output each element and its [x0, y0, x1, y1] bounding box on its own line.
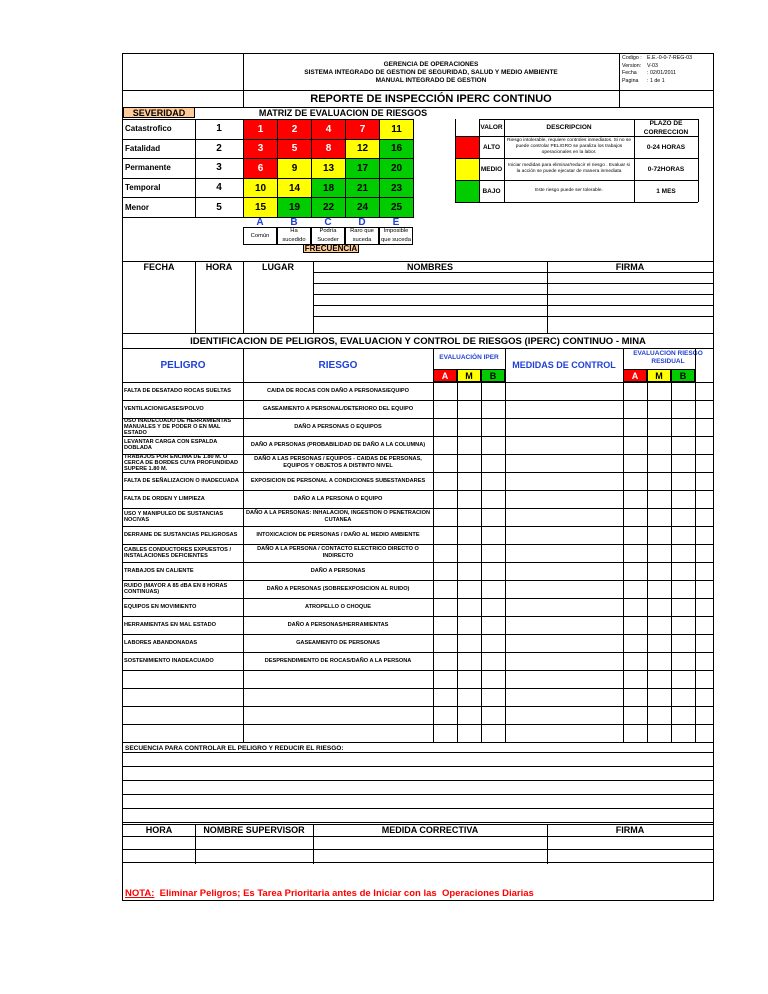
matrix-cell: 2 — [277, 119, 312, 140]
severity-name: Menor — [125, 202, 149, 212]
supervisor-col-line — [547, 824, 548, 864]
peligro-cell — [124, 670, 242, 688]
row-line — [123, 119, 243, 120]
matrix-cell: 24 — [345, 197, 380, 218]
riesgo-cell: INTOXICACION DE PERSONAS / DAÑO AL MEDIO AMBIENTE — [256, 531, 420, 538]
row-line — [123, 217, 243, 218]
col-medidas: MEDIDAS DE CONTROL — [512, 360, 616, 370]
secuencia-line — [123, 766, 713, 767]
peligro-cell: LEVANTAR CARGA CON ESPALDA DOBLADA — [124, 438, 218, 451]
matrix-cell: 5 — [277, 139, 312, 160]
amb-b-cell: B — [481, 369, 505, 382]
riesgo-cell — [245, 688, 431, 706]
matrix-cell: 11 — [379, 119, 414, 140]
matrix-cell: 14 — [277, 178, 312, 199]
col-riesgo: RIESGO — [318, 359, 358, 371]
meta-value: : 02/01/2011 — [647, 70, 677, 76]
iperc-col-line — [671, 382, 672, 742]
severity-name: Fatalidad — [125, 143, 161, 153]
supervisor-row-line — [123, 849, 713, 850]
row-line — [123, 139, 243, 140]
matrix-cell: 17 — [345, 158, 380, 179]
riesgo-cell: DAÑO A PERSONAS O EQUIPOS — [294, 423, 382, 430]
legend-col-line — [698, 119, 699, 202]
row-line — [123, 178, 243, 179]
riesgo-cell — [245, 670, 431, 688]
legend-col-line — [504, 119, 505, 202]
frequency-desc: Podría Suceder — [311, 227, 345, 245]
matrix-cell: 4 — [311, 119, 346, 140]
iperc-form-sheet — [122, 53, 714, 901]
record-col-line — [243, 261, 244, 333]
peligro-cell: USO Y MANIPULEO DE SUSTANCIAS NOCIVAS — [124, 510, 224, 523]
legend-level: MEDIO — [480, 165, 503, 173]
matrix-cell: 12 — [345, 139, 380, 160]
legend-desc: Iniciar medidas para eliminar/reducir el riesgo . Evaluar si la acción se puede ejecutar de manera inmediata — [508, 163, 630, 174]
matrix-cell: 13 — [311, 158, 346, 179]
riesgo-cell: GASEAMIENTO A PERSONAL/DETERIORO DEL EQUIPO — [262, 405, 414, 412]
matrix-cell: 20 — [379, 158, 414, 179]
legend-header-valor: VALOR — [480, 124, 503, 131]
col-peligro: PELIGRO — [160, 359, 206, 371]
frequency-letter: E — [392, 216, 400, 228]
matrix-cell: 16 — [379, 139, 414, 160]
supervisor-header: NOMBRE SUPERVISOR — [203, 825, 305, 835]
matrix-cell: 3 — [243, 139, 278, 160]
row-line — [123, 197, 243, 198]
nota-label: NOTA: — [125, 887, 155, 899]
peligro-cell: EQUIPOS EN MOVIMIENTO — [124, 603, 197, 610]
matrix-cell: 1 — [243, 119, 278, 140]
supervisor-header: HORA — [145, 825, 173, 835]
legend-row-line — [455, 136, 698, 137]
secuencia-label: SECUENCIA PARA CONTROLAR EL PELIGRO Y REDUCIR EL RIESGO: — [125, 744, 344, 752]
meta-key: Codigo : — [622, 55, 642, 61]
legend-color-green — [455, 180, 479, 202]
org-line-1: GERENCIA DE OPERACIONES — [383, 61, 479, 68]
frecuencia-label: FRECUENCIA — [304, 244, 358, 253]
matrix-cell: 7 — [345, 119, 380, 140]
meta-key: Fecha — [622, 70, 637, 76]
iperc-col-line — [457, 382, 458, 742]
row-line — [123, 158, 243, 159]
peligro-cell: TRABAJOS EN CALIENTE — [124, 567, 194, 574]
matrix-cell: 25 — [379, 197, 414, 218]
riesgo-cell: ATROPELLO O CHOQUE — [304, 603, 372, 610]
frequency-letter: B — [290, 216, 298, 228]
iperc-col-line — [695, 348, 696, 742]
matrix-cell: 22 — [311, 197, 346, 218]
severity-level: 3 — [216, 162, 222, 174]
legend-desc: Riesgo intolerable, requiere controles inmediatos. Si no se puede controlar PELIGRO se paraliza los trabajos operacionales en la labor. — [507, 138, 631, 155]
meta-row — [622, 70, 714, 78]
riesgo-cell: DAÑO A LA PERSONA / CONTACTO ELECTRICO DIRECTO O INDIRECTO — [257, 546, 419, 559]
matrix-cell: 19 — [277, 197, 312, 218]
record-row-line — [313, 294, 713, 295]
record-row-line — [313, 272, 713, 273]
legend-row-line — [455, 202, 698, 203]
secuencia-line — [123, 808, 713, 809]
matrix-cell: 9 — [277, 158, 312, 179]
record-header-lugar: LUGAR — [262, 261, 294, 272]
legend-plazo: 1 MES — [656, 187, 676, 195]
legend-col-line — [634, 119, 635, 202]
record-header-firma: FIRMA — [615, 261, 645, 272]
iperc-col-line — [623, 348, 624, 742]
peligro-cell: RUIDO (MAYOR A 85 dBA EN 8 HORAS CONTINUAS) — [124, 582, 228, 595]
matrix-cell: 23 — [379, 178, 414, 199]
report-title: REPORTE DE INSPECCIÓN IPERC CONTINUO — [310, 92, 552, 105]
peligro-cell: DERRAME DE SUSTANCIAS PELIGROSAS — [124, 531, 238, 538]
org-line-2: SISTEMA INTEGRADO DE GESTION DE SEGURIDAD, SALUD Y MEDIO AMBIENTE — [304, 69, 558, 76]
supervisor-row-line — [123, 836, 713, 837]
iperc-col-line — [505, 348, 506, 742]
meta-key: Pagina — [622, 77, 639, 84]
org-line-3: MANUAL INTEGRADO DE GESTION — [375, 77, 487, 84]
frequency-desc: Ha sucedido — [277, 227, 311, 245]
secuencia-line — [123, 794, 713, 795]
matrix-title: MATRIZ DE EVALUACION DE RIESGOS — [258, 108, 428, 118]
col-eval-iper: EVALUACIÓN IPER — [439, 353, 499, 361]
severity-level: 4 — [216, 182, 222, 194]
org-header — [244, 58, 618, 88]
legend-level: BAJO — [482, 187, 501, 195]
iperc-col-line — [243, 348, 244, 742]
nota-text: Eliminar Peligros; Es Tarea Prioritaria antes de Iniciar con las Operaciones Diarias — [154, 887, 534, 899]
legend-header-plazo: PLAZO DE CORRECCION — [643, 119, 689, 136]
riesgo-cell: GASEAMIENTO DE PERSONAS — [296, 639, 380, 646]
supervisor-col-line — [195, 824, 196, 864]
iperc-title: IDENTIFICACION DE PELIGROS, EVALUACION Y CONTROL DE RIESGOS (IPERC) CONTINUO - MINA — [190, 335, 646, 347]
peligro-cell: LABORES ABANDONADAS — [124, 639, 198, 646]
iperc-col-line — [433, 348, 434, 742]
peligro-cell — [124, 706, 242, 724]
peligro-cell: FALTA DE DESATADO ROCAS SUELTAS — [124, 387, 232, 394]
matrix-cell: 15 — [243, 197, 278, 218]
col-line — [195, 119, 196, 217]
matrix-cell: 8 — [311, 139, 346, 160]
document-meta — [622, 55, 714, 85]
peligro-cell: SOSTENIMIENTO INADEACUADO — [124, 657, 214, 664]
frequency-letter: A — [256, 216, 264, 228]
record-row-line — [313, 316, 713, 317]
severity-name: Temporal — [125, 183, 161, 193]
peligro-cell — [124, 724, 242, 742]
legend-header-descripcion: DESCRIPCION — [546, 124, 592, 131]
meta-row — [622, 55, 714, 63]
amb-a-cell: A — [433, 369, 457, 382]
riesgo-cell: DAÑO A PERSONAS (PROBABILIDAD DE DAÑO A LA COLUMNA) — [250, 441, 426, 448]
meta-row — [622, 63, 714, 71]
riesgo-cell: DAÑO A PERSONAS (SOBREEXPOSICION AL RUIDO) — [266, 585, 410, 592]
legend-color-yellow — [455, 158, 479, 180]
amb-m-cell: M — [457, 369, 481, 382]
meta-value: E.E.-0-0-7-REG-03 — [647, 55, 693, 61]
supervisor-col-line — [313, 824, 314, 864]
riesgo-cell: DAÑO A LAS PERSONAS / EQUIPOS - CAIDAS DE PERSONAS, EQUIPOS Y OBJETOS A DISTINTO NIVEL — [254, 456, 422, 469]
col-eval-residual: EVALUACION RIESGO RESIDUAL — [633, 350, 703, 365]
peligro-cell: USO INADECUADO DE HERRAMIENTAS MANUALES Y DE PODER O EN MAL ESTADO — [124, 418, 232, 436]
peligro-cell: FALTA DE ORDEN Y LIMPIEZA — [124, 495, 205, 502]
frequency-desc: Imposible que suceda — [379, 227, 413, 245]
supervisor-header: MEDIDA CORRECTIVA — [381, 825, 479, 835]
severity-level: 1 — [216, 123, 222, 135]
amb-m-cell: M — [647, 369, 671, 382]
iperc-col-line — [481, 382, 482, 742]
record-header-nombres: NOMBRES — [406, 261, 453, 272]
meta-value: V-03 — [647, 62, 658, 69]
severity-level: 2 — [216, 142, 222, 154]
frequency-letter: D — [358, 216, 366, 228]
record-row-line — [313, 283, 713, 284]
matrix-cell: 6 — [243, 158, 278, 179]
riesgo-cell: DAÑO A PERSONAS — [310, 567, 366, 574]
record-header-hora: HORA — [205, 261, 233, 272]
legend-plazo: 0-72HORAS — [647, 165, 685, 173]
meta-value: : 1 de 1 — [647, 77, 665, 84]
meta-key: Version: — [622, 62, 642, 69]
matrix-cell: 21 — [345, 178, 380, 199]
severity-name: Permanente — [125, 163, 171, 173]
frequency-letter: C — [324, 216, 332, 228]
severity-label: SEVERIDAD — [123, 107, 195, 118]
matrix-cell: 18 — [311, 178, 346, 199]
peligro-cell — [124, 688, 242, 706]
nota — [125, 886, 711, 900]
severity-name: Catastrofico — [125, 124, 172, 134]
peligro-cell: FALTA DE SEÑALIZACION O INADECUADA — [124, 477, 239, 484]
record-header-fecha: FECHA — [143, 261, 175, 272]
frequency-desc: Común — [243, 227, 277, 245]
legend-plazo: 0-24 HORAS — [646, 143, 686, 151]
amb-a-cell: A — [623, 369, 647, 382]
legend-row-line — [479, 119, 698, 120]
record-row-line — [313, 305, 713, 306]
supervisor-row-line — [123, 862, 713, 863]
secuencia-line — [123, 822, 713, 823]
frequency-desc: Raro que suceda — [345, 227, 379, 245]
riesgo-cell — [245, 724, 431, 742]
secuencia-line — [123, 752, 713, 753]
legend-col-line — [455, 119, 456, 202]
legend-row-line — [455, 158, 698, 159]
legend-desc: Este riesgo puede ser tolerable. — [535, 188, 603, 193]
matrix-cell: 10 — [243, 178, 278, 199]
riesgo-cell: DESPRENDIMIENTO DE ROCAS/DAÑO A LA PERSONA — [264, 657, 412, 664]
peligro-cell: VENTILACION/GASES/POLVO — [124, 405, 204, 412]
riesgo-cell: DAÑO A PERSONAS/HERRAMIENTAS — [287, 621, 389, 628]
riesgo-cell: DAÑO A LA PERSONAS: INHALACION, INGESTION O PENETRACION CUTANEA — [246, 510, 430, 523]
legend-col-line — [479, 119, 480, 202]
peligro-cell: CABLES CONDUCTORES EXPUESTOS / INSTALACIONES DEFICIENTES — [124, 546, 232, 559]
amb-b-cell: B — [671, 369, 695, 382]
riesgo-cell: DAÑO A LA PERSONA O EQUIPO — [293, 495, 383, 502]
riesgo-cell: EXPOSICION DE PERSONAL A CONDICIONES SUBESTANDARES — [250, 477, 426, 484]
riesgo-cell — [245, 706, 431, 724]
record-col-line — [195, 261, 196, 333]
iperc-col-line — [647, 382, 648, 742]
legend-color-red — [455, 136, 479, 158]
secuencia-line — [123, 780, 713, 781]
legend-level: ALTO — [482, 143, 501, 151]
peligro-cell: HERRAMIENTAS EN MAL ESTADO — [124, 621, 216, 628]
peligro-cell: TRABAJOS POR ENCIMA DE 1.80 M. O CERCA DE BORDES CUYA PROFUNDIDAD SUPERE 1.80 M. — [124, 454, 239, 472]
legend-row-line — [455, 180, 698, 181]
meta-row — [622, 78, 714, 86]
riesgo-cell: CAIDA DE ROCAS CON DAÑO A PERSONAS/EQUIPO — [266, 387, 410, 394]
supervisor-header: FIRMA — [615, 825, 645, 835]
severity-level: 5 — [216, 201, 222, 213]
